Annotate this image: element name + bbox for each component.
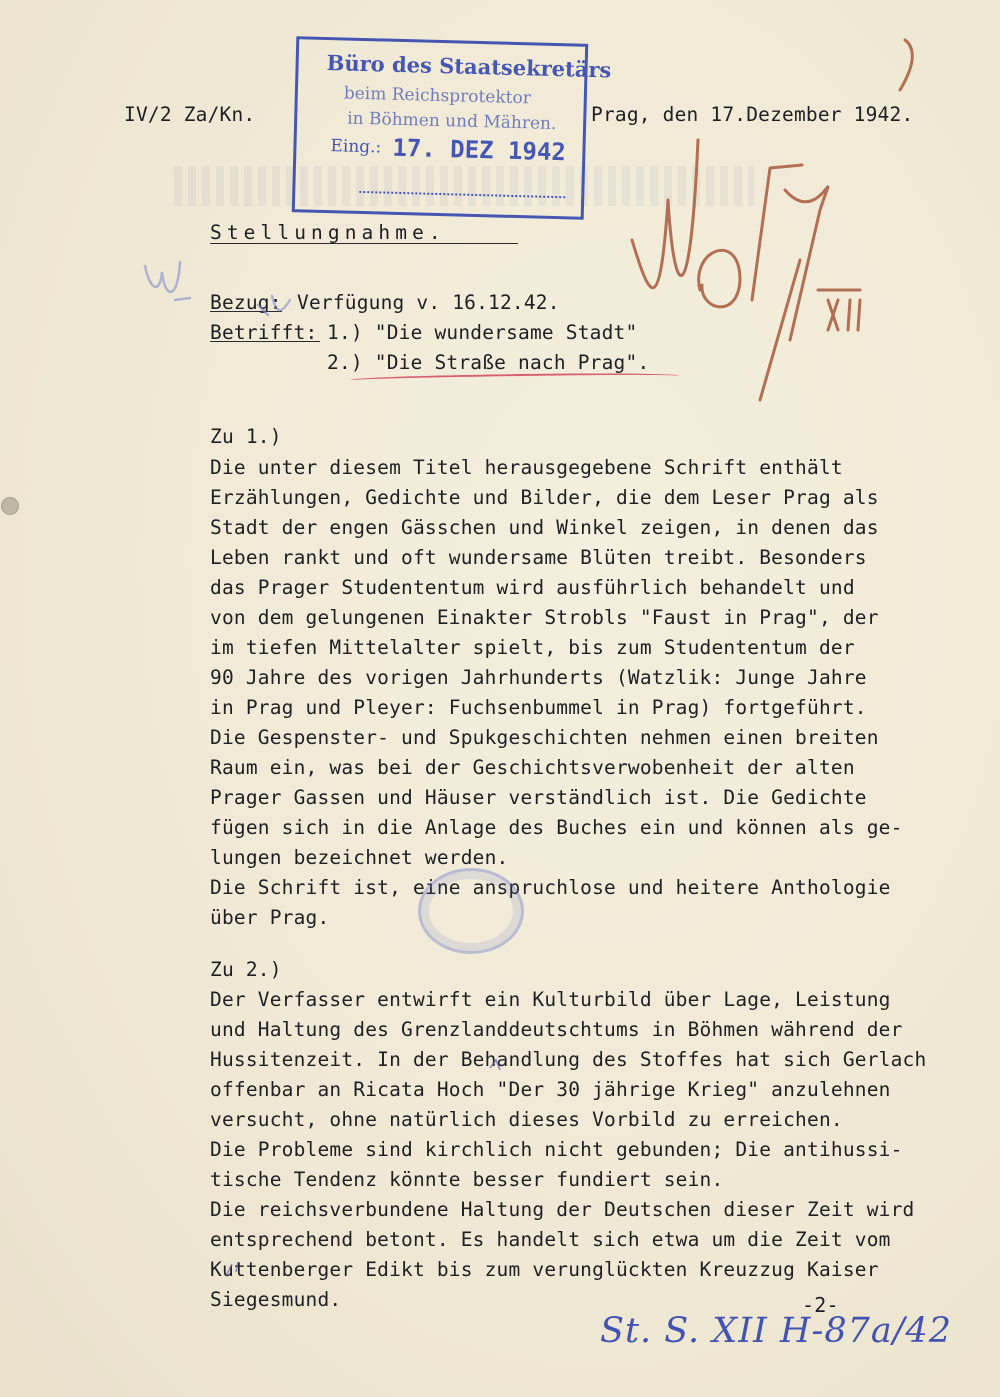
- section2-line: Der Verfasser entwirft ein Kulturbild über Lage, Leistung: [210, 988, 891, 1011]
- stamp-line-region: in Böhmen und Mähren.: [346, 108, 557, 135]
- bezug-label: Bezug:: [210, 291, 282, 314]
- section2-line: Die Probleme sind kirchlich nicht gebunden; Die antihussi-: [210, 1138, 903, 1161]
- betrifft-label: Betrifft:: [210, 321, 318, 344]
- section1-line: in Prag und Pleyer: Fuchsenbummel in Prag) fortgeführt.: [210, 696, 867, 719]
- section1-line: lungen bezeichnet werden.: [210, 846, 509, 869]
- section1-line: im tiefen Mittelalter spielt, bis zum Studententum der: [210, 636, 855, 659]
- title-underline: [210, 243, 518, 244]
- section2-line: tische Tendenz könnte besser fundiert sein.: [210, 1168, 724, 1191]
- betrifft-underline: [210, 341, 320, 342]
- stamp-eing-date: 17. DEZ 1942: [392, 133, 567, 167]
- section1-line: von dem gelungenen Einakter Strobls "Faust in Prag", der: [210, 606, 879, 629]
- section-1-heading: Zu 1.): [210, 425, 282, 448]
- punch-hole: [1, 497, 19, 515]
- section2-line: Kuttenberger Edikt bis zum verunglückten Kreuzzug Kaiser: [210, 1258, 879, 1281]
- betrifft-item-1: 1.) "Die wundersame Stadt": [327, 321, 638, 344]
- section2-line: und Haltung des Grenzlanddeutschtums in Böhmen während der: [210, 1018, 903, 1041]
- section2-line: Hussitenzeit. In der Behandlung des Stoffes hat sich Gerlach: [210, 1048, 927, 1071]
- section1-line: Die Gespenster- und Spukgeschichten nehmen einen breiten: [210, 726, 879, 749]
- document-title: Stellungnahme.: [210, 221, 446, 244]
- section1-line: Raum ein, was bei der Geschichtsverwobenheit der alten: [210, 756, 855, 779]
- section1-line: über Prag.: [210, 906, 330, 929]
- crayon-signature-mark: [632, 40, 912, 400]
- document-date: Prag, den 17.Dezember 1942.: [591, 103, 914, 126]
- section1-line: Leben rankt und oft wundersame Blüten treibt. Besonders: [210, 546, 867, 569]
- bezug-value: Verfügung v. 16.12.42.: [297, 291, 560, 314]
- section-1-body: [210, 453, 903, 933]
- betrifft-item-2: 2.) "Die Straße nach Prag".: [327, 351, 650, 374]
- section2-line: versucht, ohne natürlich dieses Vorbild zu erreichen.: [210, 1108, 843, 1131]
- section2-line: Siegesmund.: [210, 1288, 342, 1311]
- section-2-heading: Zu 2.): [210, 958, 282, 981]
- bezug-underline: [210, 311, 282, 312]
- receipt-stamp: [292, 36, 612, 220]
- section-2-body: [210, 985, 926, 1315]
- section1-line: fügen sich in die Anlage des Buches ein und können als ge-: [210, 816, 903, 839]
- archive-reference-stamp: St. S. XII H-87a/42: [600, 1311, 953, 1351]
- stamp-line-office: Büro des Staatsekretärs: [326, 50, 612, 83]
- section1-line: Die unter diesem Titel herausgegebene Schrift enthält: [210, 456, 843, 479]
- section1-line: das Prager Studententum wird ausführlich behandelt und: [210, 576, 855, 599]
- stamp-dotted-line: [359, 191, 565, 198]
- section1-line: Prager Gassen und Häuser verständlich ist. Die Gedichte: [210, 786, 867, 809]
- stamp-line-protector: beim Reichsprotektor: [343, 83, 532, 109]
- section1-line: Stadt der engen Gässchen und Winkel zeigen, in denen das: [210, 516, 879, 539]
- reference-code: IV/2 Za/Kn.: [124, 103, 256, 126]
- section1-line: Erzählungen, Gedichte und Bilder, die dem Leser Prag als: [210, 486, 879, 509]
- faint-seal-stamp: [418, 868, 524, 954]
- section2-line: offenbar an Ricata Hoch "Der 30 jährige Krieg" anzulehnen: [210, 1078, 891, 1101]
- section2-line: entsprechend betont. Es handelt sich etwa um die Zeit vom: [210, 1228, 891, 1251]
- section1-line: Die Schrift ist, eine anspruchlose und heitere Anthologie: [210, 876, 891, 899]
- page-continuation-mark: -2-: [802, 1293, 839, 1317]
- section2-line: Die reichsverbundene Haltung der Deutschen dieser Zeit wird: [210, 1198, 915, 1221]
- section1-line: 90 Jahre des vorigen Jahrhunderts (Watzlik: Junge Jahre: [210, 666, 867, 689]
- stamp-eing-label: Eing.:: [330, 136, 382, 158]
